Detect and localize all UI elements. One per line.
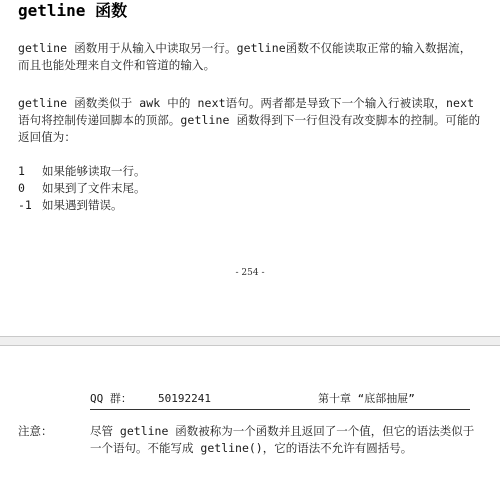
return-code: -1	[18, 198, 32, 212]
page-divider	[0, 336, 500, 346]
note-label: 注意：	[18, 424, 53, 438]
page-number: - 254 -	[235, 268, 265, 278]
return-code: 1	[18, 164, 25, 178]
next-page	[0, 346, 500, 479]
running-header	[90, 392, 470, 410]
list-item	[18, 180, 146, 197]
chapter-title: 第十章 “底部抽屉”	[318, 392, 415, 405]
qq-group-label: QQ 群：	[90, 392, 132, 405]
return-description: 如果遇到错误。	[42, 198, 123, 212]
note-text: 尽管 getline 函数被称为一个函数并且返回了一个值，但它的语法类似于一个语句。不能写成 getline()，它的语法不允许有圆括号。	[90, 424, 475, 455]
comparison-paragraph: getline 函数类似于 awk 中的 next语句。两者都是导致下一个输入行被读取，next语句将控制传递回脚本的顶部。getline 函数得到下一行但没有改变脚本的控制。可能的返回值为：	[18, 96, 481, 144]
return-values-list	[18, 163, 146, 214]
return-code: 0	[18, 181, 25, 195]
return-description: 如果到了文件末尾。	[42, 181, 146, 195]
section-heading: getline 函数	[18, 1, 128, 20]
list-item	[18, 197, 146, 214]
return-description: 如果能够读取一行。	[42, 164, 146, 178]
intro-paragraph: getline 函数用于从输入中读取另一行。getline函数不仅能读取正常的输入数据流，而且也能处理来自文件和管道的输入。	[18, 41, 472, 72]
list-item	[18, 163, 146, 180]
qq-group-number: 50192241	[158, 392, 211, 405]
